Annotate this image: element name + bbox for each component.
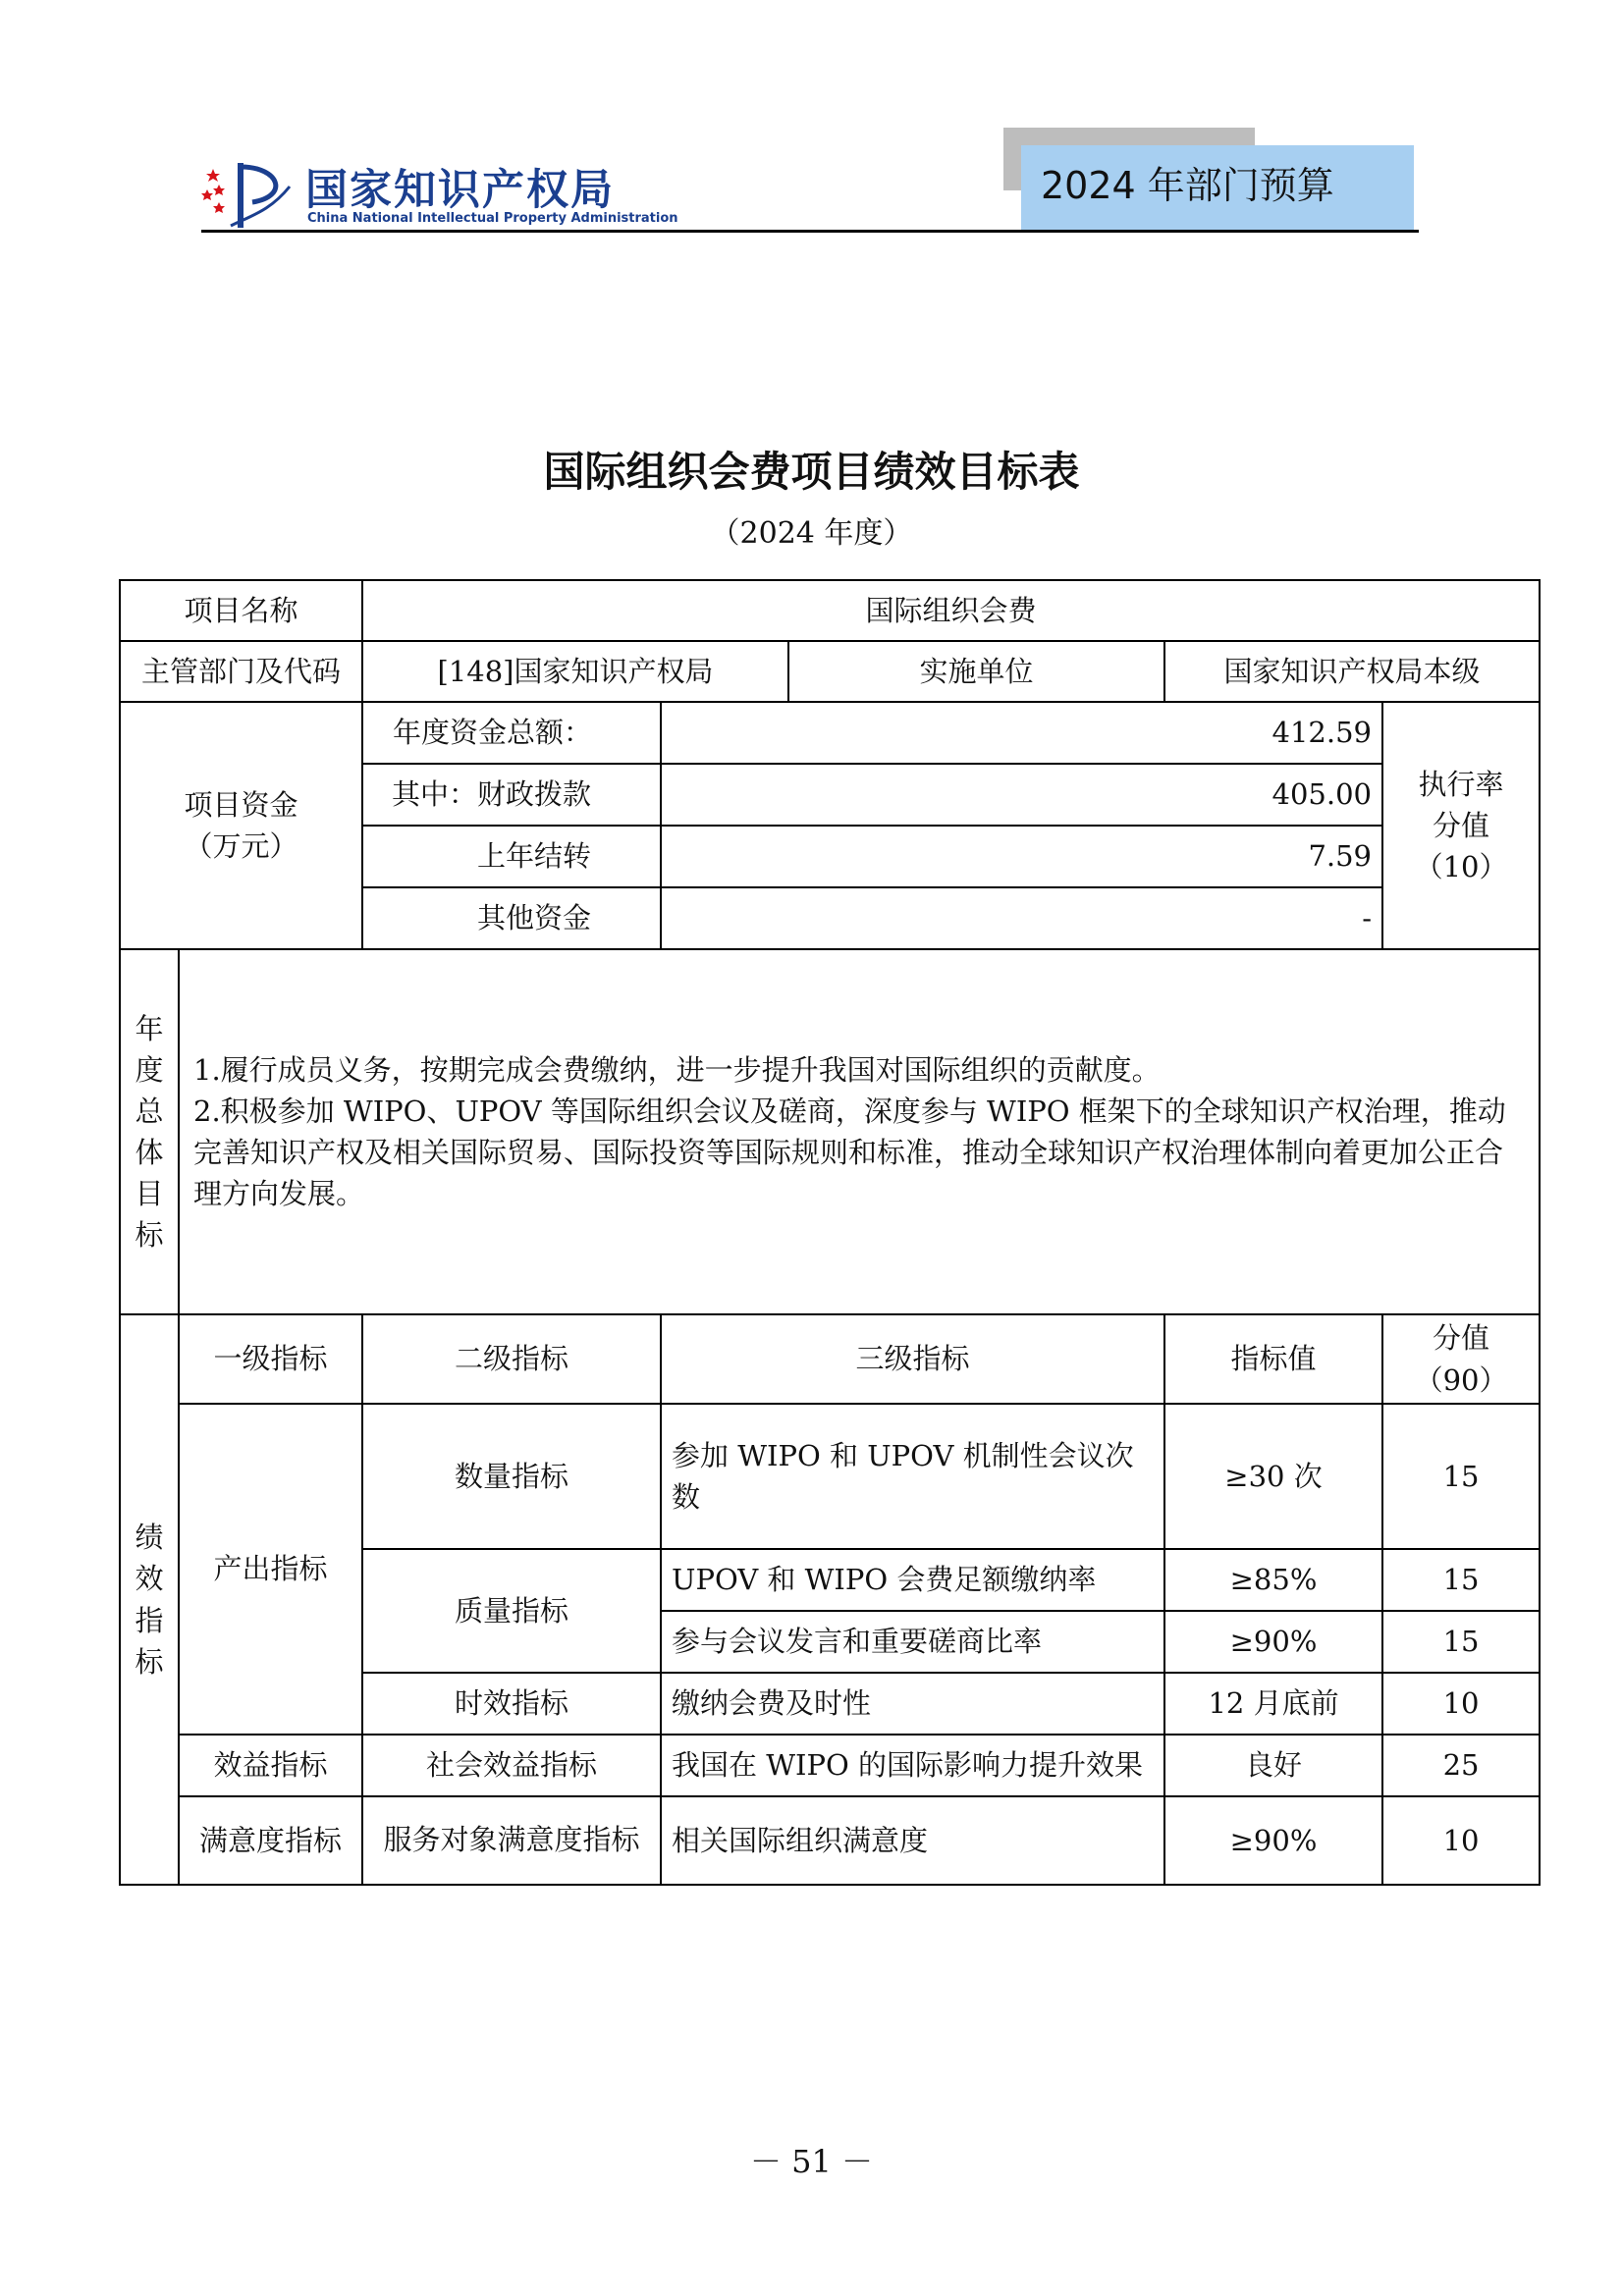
goal-char: 总 — [135, 1094, 164, 1128]
header-score — [1382, 1314, 1540, 1404]
satisfaction-value: ≥90% — [1164, 1796, 1382, 1885]
funds-carry-label: 上年结转 — [362, 826, 661, 887]
header-level3: 三级指标 — [661, 1314, 1164, 1404]
funds-total-value: 412.59 — [661, 702, 1382, 764]
quality-item-1: UPOV 和 WIPO 会费足额缴纳率 — [661, 1549, 1164, 1611]
header-level2: 二级指标 — [362, 1314, 661, 1404]
indicator-char: 标 — [135, 1644, 164, 1679]
goal-char: 体 — [135, 1136, 164, 1169]
service-satisfaction-label: 服务对象满意度指标 — [362, 1796, 661, 1885]
header-level1: 一级指标 — [179, 1314, 362, 1404]
execution-rate-label — [1382, 702, 1540, 949]
funds-fiscal-label: 其中：财政拨款 — [362, 764, 661, 826]
quality-item-2: 参与会议发言和重要磋商比率 — [661, 1611, 1164, 1673]
indicator-char: 绩 — [135, 1521, 164, 1555]
goal-item-2: 2.积极参加 WIPO、UPOV 等国际组织会议及磋商，深度参与 WIPO 框架下的全球知识产权治理，推动完善知识产权及相关国际贸易、国际投资等国际规则和标准，推动全球知识产权治理体制向着更加公正合理方向发展。 — [193, 1094, 1506, 1211]
output-indicator-label: 产出指标 — [179, 1404, 362, 1735]
cnipa-logo — [201, 157, 678, 231]
cnipa-emblem-icon — [201, 157, 299, 231]
social-benefit-score: 25 — [1382, 1735, 1540, 1796]
performance-table — [119, 579, 1541, 1886]
quality-score-2: 15 — [1382, 1611, 1540, 1673]
table-row — [120, 1796, 1540, 1885]
quality-score-1: 15 — [1382, 1549, 1540, 1611]
social-benefit-item: 我国在 WIPO 的国际影响力提升效果 — [661, 1735, 1164, 1796]
budget-badge — [1021, 145, 1414, 230]
dept-value: [148]国家知识产权局 — [362, 641, 788, 702]
satisfaction-item: 相关国际组织满意度 — [661, 1796, 1164, 1885]
table-row — [120, 580, 1540, 641]
quantity-score: 15 — [1382, 1404, 1540, 1549]
indicator-char: 指 — [135, 1603, 164, 1637]
funds-label — [120, 702, 362, 949]
execution-rate-line1: 执行率 — [1418, 767, 1504, 801]
goal-item-1: 1.履行成员义务，按期完成会费缴纳，进一步提升我国对国际组织的贡献度。 — [193, 1052, 1161, 1087]
quantity-item: 参加 WIPO 和 UPOV 机制性会议次数 — [661, 1404, 1164, 1549]
table-row — [120, 1404, 1540, 1549]
project-name-label: 项目名称 — [120, 580, 362, 641]
page-number: － 51 － — [749, 2143, 874, 2180]
quality-value-1: ≥85% — [1164, 1549, 1382, 1611]
page-title: 国际组织会费项目绩效目标表 — [543, 448, 1080, 496]
project-name-value: 国际组织会费 — [362, 580, 1540, 641]
social-benefit-label: 社会效益指标 — [362, 1735, 661, 1796]
table-row — [120, 702, 1540, 764]
funds-total-label: 年度资金总额： — [362, 702, 661, 764]
goal-char: 度 — [135, 1052, 164, 1087]
goal-char: 标 — [135, 1218, 164, 1253]
quantity-indicator-label: 数量指标 — [362, 1404, 661, 1549]
time-indicator-label: 时效指标 — [362, 1673, 661, 1735]
quantity-value: ≥30 次 — [1164, 1404, 1382, 1549]
header-score-line2: （90） — [1414, 1362, 1508, 1397]
dept-label: 主管部门及代码 — [120, 641, 362, 702]
impl-unit-value: 国家知识产权局本级 — [1164, 641, 1540, 702]
page-subtitle: （2024 年度） — [710, 516, 913, 551]
goal-char: 年 — [135, 1011, 164, 1045]
social-benefit-value: 良好 — [1164, 1735, 1382, 1796]
satisfaction-score: 10 — [1382, 1796, 1540, 1885]
time-value: 12 月底前 — [1164, 1673, 1382, 1735]
execution-rate-line2: 分值（10） — [1414, 808, 1508, 884]
goal-char: 目 — [135, 1177, 164, 1211]
header-score-line1: 分值 — [1433, 1321, 1490, 1356]
funds-fiscal-value: 405.00 — [661, 764, 1382, 826]
table-row — [120, 641, 1540, 702]
satisfaction-indicator-label: 满意度指标 — [179, 1796, 362, 1885]
table-row — [120, 949, 1540, 1314]
header-divider — [201, 230, 1419, 233]
logo-title-cn: 国家知识产权局 — [305, 166, 615, 215]
quality-value-2: ≥90% — [1164, 1611, 1382, 1673]
funds-label-line2: （万元） — [184, 829, 298, 863]
budget-badge-text: 2024 年部门预算 — [1041, 164, 1334, 207]
quality-indicator-label: 质量指标 — [362, 1549, 661, 1673]
time-item: 缴纳会费及时性 — [661, 1673, 1164, 1735]
table-row — [120, 1314, 1540, 1404]
funds-label-line1: 项目资金 — [184, 787, 298, 822]
table-row — [120, 1735, 1540, 1796]
funds-other-value: - — [661, 887, 1382, 949]
annual-goal-label — [120, 949, 179, 1314]
impl-unit-label: 实施单位 — [788, 641, 1164, 702]
benefit-indicator-label: 效益指标 — [179, 1735, 362, 1796]
annual-goal-text — [179, 949, 1540, 1314]
funds-carry-value: 7.59 — [661, 826, 1382, 887]
indicator-char: 效 — [135, 1562, 164, 1596]
indicators-label — [120, 1314, 179, 1885]
logo-title-en: China National Intellectual Property Administration — [307, 211, 678, 226]
header-value: 指标值 — [1164, 1314, 1382, 1404]
funds-other-label: 其他资金 — [362, 887, 661, 949]
time-score: 10 — [1382, 1673, 1540, 1735]
